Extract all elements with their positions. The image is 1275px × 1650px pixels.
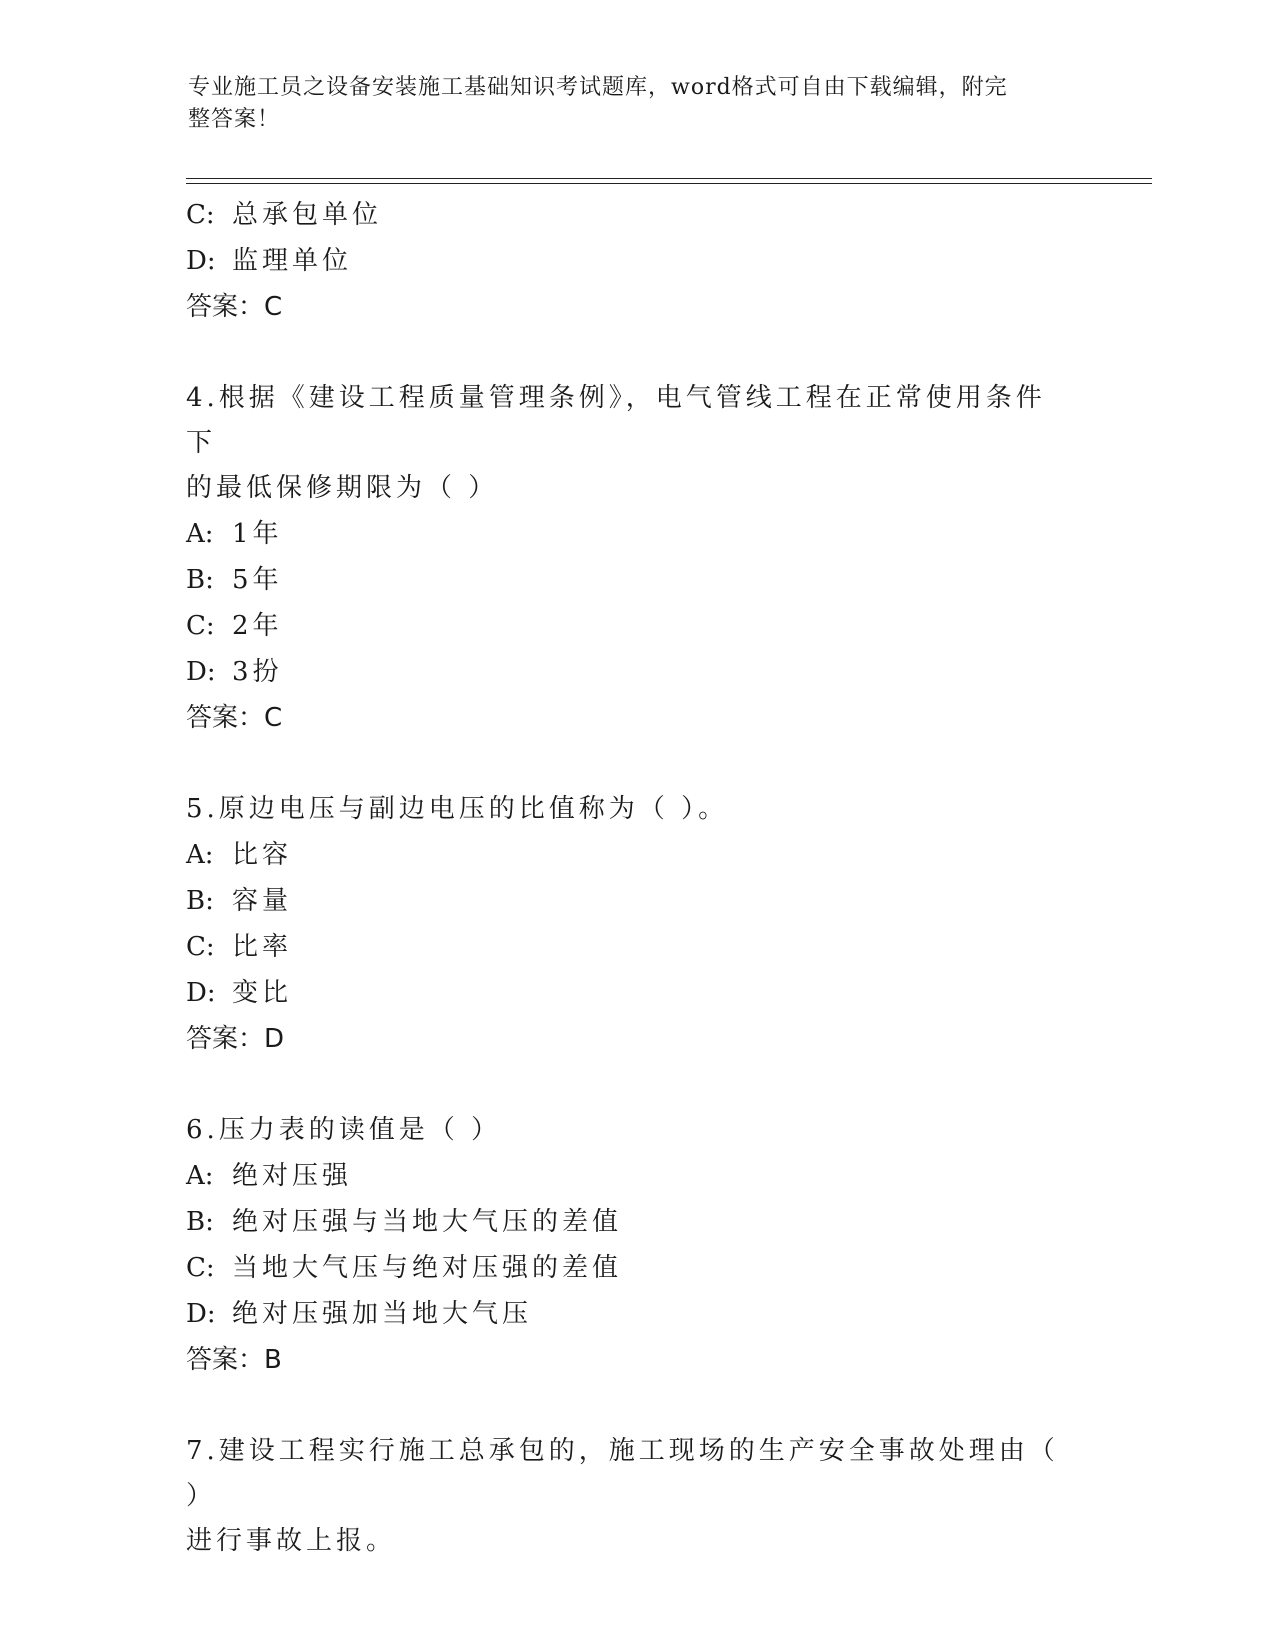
- option-letter: D:: [186, 246, 216, 276]
- option-text: 比率: [232, 932, 293, 962]
- option-a: [186, 832, 1086, 878]
- option-text: 当地大气压与绝对压强的差值: [232, 1253, 623, 1283]
- option-letter: A:: [186, 519, 214, 549]
- question-text: [186, 787, 1066, 832]
- option-c: [186, 924, 1086, 970]
- option-b: [186, 557, 1086, 603]
- question-text-line-2: 进行事故上报。: [186, 1526, 397, 1556]
- option-letter: C:: [186, 932, 215, 962]
- option-letter: C:: [186, 611, 215, 641]
- option-letter: D:: [186, 657, 216, 687]
- option-d: [186, 970, 1086, 1016]
- question-text: [186, 376, 1066, 511]
- option-letter: C:: [186, 1253, 215, 1283]
- option-letter: A:: [186, 1161, 214, 1191]
- option-text: 比容: [232, 840, 293, 870]
- answer-line: 答案：C: [186, 292, 283, 322]
- option-text: 监理单位: [232, 246, 353, 276]
- option-letter: D:: [186, 978, 216, 1008]
- option-letter: C:: [186, 200, 215, 230]
- option-c: [186, 1245, 1086, 1291]
- header-line-2: 整答案！: [188, 107, 281, 132]
- option-text: 3扮: [232, 657, 283, 687]
- option-c: [186, 192, 1086, 238]
- option-text: 2年: [232, 611, 283, 641]
- option-text: 总承包单位: [232, 200, 383, 230]
- option-d: [186, 1291, 1086, 1337]
- header-line-1: 专业施工员之设备安装施工基础知识考试题库，word格式可自由下载编辑，附完: [188, 75, 1008, 100]
- question-text-line-1: 6.压力表的读值是（ ）: [186, 1115, 502, 1145]
- question-7: [186, 1429, 1086, 1564]
- option-text: 5年: [232, 565, 283, 595]
- option-c: [186, 603, 1086, 649]
- answer-line: 答案：B: [186, 1345, 282, 1375]
- question-6: [186, 1108, 1086, 1383]
- option-a: [186, 1153, 1086, 1199]
- option-text: 绝对压强加当地大气压: [232, 1299, 533, 1329]
- option-letter: B:: [186, 565, 214, 595]
- option-letter: B:: [186, 1207, 214, 1237]
- option-text: 绝对压强与当地大气压的差值: [232, 1207, 623, 1237]
- question-4: [186, 376, 1086, 741]
- question-3-tail: [186, 192, 1086, 330]
- document-body: [186, 192, 1086, 1564]
- option-b: [186, 1199, 1086, 1245]
- option-d: [186, 649, 1086, 695]
- answer-line: 答案：C: [186, 703, 283, 733]
- question-5: [186, 787, 1086, 1062]
- question-text: [186, 1108, 1066, 1153]
- option-b: [186, 878, 1086, 924]
- option-text: 变比: [232, 978, 293, 1008]
- question-text-line-2: 的最低保修期限为（ ）: [186, 473, 499, 503]
- option-letter: A:: [186, 840, 214, 870]
- answer-line: 答案：D: [186, 1024, 285, 1054]
- option-letter: B:: [186, 886, 214, 916]
- question-text-line-1: 7.建设工程实行施工总承包的，施工现场的生产安全事故处理由（ ）: [186, 1436, 1059, 1511]
- page-header: [188, 72, 1068, 136]
- header-double-rule: [186, 178, 1152, 184]
- question-text-line-1: 5.原边电压与副边电压的比值称为（ ）。: [186, 794, 729, 824]
- option-a: [186, 511, 1086, 557]
- option-text: 绝对压强: [232, 1161, 353, 1191]
- option-d: [186, 238, 1086, 284]
- option-letter: D:: [186, 1299, 216, 1329]
- option-text: 容量: [232, 886, 293, 916]
- question-text: [186, 1429, 1066, 1564]
- question-text-line-1: 4.根据《建设工程质量管理条例》，电气管线工程在正常使用条件下: [186, 383, 1046, 458]
- option-text: 1年: [232, 519, 283, 549]
